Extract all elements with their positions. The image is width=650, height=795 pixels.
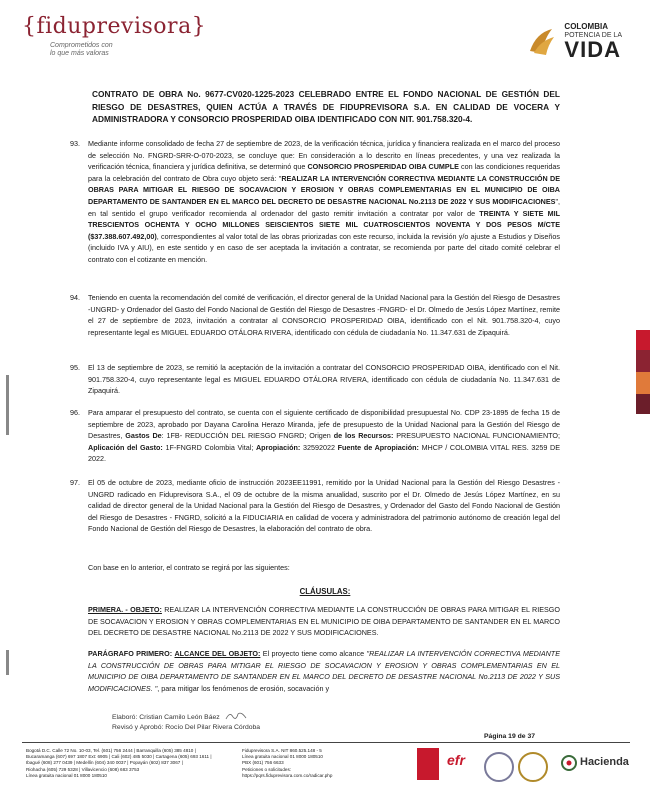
paragrafo-label: PARÁGRAFO PRIMERO: [88, 649, 173, 658]
p95-text: El 13 de septiembre de 2023, se remitió la aceptación de la invitación a contratar del CONSORCIO PROSPERIDAD OIBA, identificado con el Nit. 901.758.320-4, cuyo representante legal es MIGUEL EDUARDO OTÁLORA RIVERA, identificado con cédula de ciudadanía No. 11.347.631 de Zipaquirá. [88, 363, 560, 396]
paragrafo-primero [88, 648, 560, 694]
offices-line-1: Bogotá D.C. Calle 72 No. 10-03, Tel. (601) 756 2444 | Barranquilla (605) 385 4810 | [26, 748, 196, 753]
p93-text-4: , correspondientes al valor total de las obras priorizadas con este recurso, incluida la revisión y/o ajuste a Estudios y Diseños (incluido IVA y AIU), en este sentido y en caso de ser aceptada la invitación a contratar, se recomienda por parte del citado comité celebrar el contrato con el cotizante en mención. [88, 231, 560, 264]
paragraph-number: 94. [70, 293, 80, 302]
paragrafo-text-2: , para mitigar los fenómenos de erosión, socavación y [157, 683, 330, 693]
p94-text: Teniendo en cuenta la recomendación del comité de verificación, el director general de la Unidad Nacional para la Gestión del Riesgo de Desastres -UNGRD- y Ordenador del Gasto del Fondo Nacional de Gestión del Riesgo de Desastres -FNGRD- el Dr. Olmedo de Jesús López Martínez, remite el 27 de septiembre de 2023, invitación a contratar al CONSORCIO PROSPERIDAD OIBA, identificado con el Nit. 901.758.320-4, cuyo representante legal es MIGUEL EDUARDO OTÁLORA RIVERA, identificado con cédula de ciudadanía No. 11.347.631 de Zipaquirá. [88, 293, 560, 337]
paragraph-number: 95. [70, 363, 80, 372]
hacienda-emblem-icon [560, 754, 578, 772]
reviso-line: Revisó y Aprobó: Rocío Del Pilar Rivera Córdoba [112, 724, 261, 731]
p93-bold-1: CONSORCIO PROSPERIDAD OIBA CUMPLE [307, 162, 459, 172]
p96-text-4: 1F-FNGRD Colombia Vital; [162, 442, 256, 452]
paragrafo-text-1: El proyecto tiene como alcance [260, 649, 367, 658]
logo-tagline [50, 42, 206, 58]
paragraph-number: 97. [70, 478, 80, 487]
offices-line-3: Ibagué (608) 277 0439 | Medellín (604) 340 0037 | Popayán (602) 837 3067 | [26, 760, 183, 766]
colombia-vida-logo [526, 22, 622, 60]
contact-line-2: Línea gratuita nacional 01 8000 180510 [242, 754, 323, 760]
clause-primera [88, 604, 560, 639]
contact-line-4: Peticiones o solicitudes: [242, 766, 292, 772]
p96-bold-1: Gastos De [125, 431, 162, 441]
vida-line-1: COLOMBIA [564, 22, 608, 31]
logo-wordmark: {fiduprevisora} [22, 14, 207, 39]
footer-divider [22, 742, 630, 743]
edge-strip-orange [636, 372, 650, 394]
vida-line-2: POTENCIA DE LA [564, 32, 622, 39]
paragrafo-italic: "REALIZAR LA INTERVENCIÓN CORRECTIVA MEDIANTE LA CONSTRUCCIÓN DE OBRAS PARA MITIGAR EL RIESGO DE SOCAVACION Y EROSION Y OBRAS COMPLEMENTARIAS EN EL MUNICIPIO DE OIBA DEPARTAMENTO DE SANTANDER EN EL MARCO DEL DECRETO DE DESASTRE NACIONAL No.2113 DE 2022 Y SUS MODIFICACIONES. " [88, 649, 560, 693]
p96-bold-2: de los Recursos: [333, 431, 394, 441]
fiduprevisora-logo [22, 14, 206, 58]
p93-bold-3: TREINTA Y SIETE MIL TRESCIENTOS OCHENTA Y OCHO MILLONES SEISCIENTOS SIETE MIL CUATROSCIENTOS NOVENTA Y DOS PESOS M/CTE ($37.388.607.492,00) [88, 208, 560, 241]
alcance-label: ALCANCE DEL OBJETO: [174, 649, 261, 658]
left-margin-mark-2 [6, 650, 9, 675]
p96-text-1: Para amparar el presupuesto del contrato, se cuenta con el siguiente certificado de disponibilidad presupuestal No. CDP 23-1895 de fecha 15 de septiembre de 2023, aprobado por Dayana Carolina Herazo Miranda, jefe de presupuesto de la Unidad Nacional para la Gestión del Riesgo de Desastres, [88, 408, 560, 441]
offices-line-5: Línea gratuita nacional 01 8000 180510 [26, 772, 107, 778]
tagline-line-2: lo que más valoras [50, 50, 109, 57]
footer-offices [26, 748, 236, 779]
efr-logo: efr [447, 752, 465, 768]
clauses-intro: Con base en lo anterior, el contrato se regirá por las siguientes: [88, 563, 290, 572]
p93-text-1: Mediante informe consolidado de fecha 27 de septiembre de 2023, de la verificación técnica, jurídica y financiera realizada en el marco del proceso de selección No. FNGRD-SRR-O-070-2023, se concluye que: En consideración a lo descrito en líneas precedentes, y una vez realizada la verificación técnica, financiera y jurídica definitiva, se determinó que [88, 139, 560, 172]
edge-strip-maroon [636, 350, 650, 372]
contact-line-1: Fiduprevisora S.A. NIT 860.525.148 - 5 [242, 748, 322, 753]
elaboro-line: Elaboró: Cristian Camilo León Báez [112, 714, 220, 721]
vida-emblem-icon [526, 25, 558, 57]
p96-text-6: MHCP / COLOMBIA VITAL RES. 3259 DE 2022. [88, 442, 560, 464]
clause-primera-text: REALIZAR LA INTERVENCIÓN CORRECTIVA MEDIANTE LA CONSTRUCCIÓN DE OBRAS PARA MITIGAR EL RIESGO DE SOCAVACION Y EROSION Y OBRAS COMPLEMENTARIAS EN EL MUNICIPIO DE OIBA DEPARTAMENTO DE SANTANDER EN EL MARCO DEL DECRETO DE DESASTRE NACIONAL No.2113 DE 2022 Y SUS MODIFICACIONES. [88, 605, 560, 638]
p96-bold-5: Fuente de Apropiación: [337, 442, 419, 452]
vida-line-3: VIDA [564, 37, 621, 62]
footer-contact [242, 748, 392, 779]
p93-text-3: ", en tal sentido el grupo verificador recomienda al ordenador del gasto remitir invitación a contratar por valor de [88, 196, 560, 218]
p97-text: El 05 de octubre de 2023, mediante oficio de instrucción 2023EE11991, remitido por la Unidad Nacional para la Gestión del Riesgo Desastres - UNGRD radicado en Fiduprevisora S.A., el 09 de octubre de la misma anualidad, suscrito por el Dr. Olmedo de Jesús López Martínez, en su calidad de director general de la Unidad Nacional para la Gestión del Riesgo de Desastres, y Ordenador del Gasto del Fondo Nacional de Gestión del Riesgo de Desastres - FNGRD, solicitó a la FIDUCIARIA en calidad de vocera y administradora del patrimonio autónomo de creación legal del Fondo Nacional de Gestión del Riesgo de Desastres, la elaboración del contrato de obra. [88, 478, 560, 534]
paragraph-94 [70, 292, 560, 338]
initials-signature-icon [224, 710, 248, 722]
contact-line-5[interactable]: https://pqrs.fiduprevisora.com.co/radicar.php [242, 772, 333, 778]
p96-text-3: PRESUPUESTO NACIONAL FUNCIONAMIENTO; [393, 431, 560, 441]
offices-line-4: Riohacha (605) 729 5328 | Villavicencio (608) 683 3753 [26, 766, 140, 772]
paragraph-number: 96. [70, 408, 80, 417]
great-place-badge-icon [417, 748, 439, 780]
p96-text-5: 32592022 [300, 442, 338, 452]
p96-text-2: : 1FB- REDUCCIÓN DEL RIESGO FNGRD; Origen [161, 431, 334, 441]
paragraph-96 [70, 407, 560, 465]
coat-of-arms-icon [518, 752, 548, 782]
edge-strip-dark [636, 394, 650, 414]
certification-seal-icon [484, 752, 514, 782]
paragraph-number: 93. [70, 139, 80, 148]
edge-strip-red [636, 330, 650, 350]
p96-bold-3: Aplicación del Gasto: [88, 442, 163, 452]
contract-title: CONTRATO DE OBRA No. 9677-CV020-1225-2023 CELEBRADO ENTRE EL FONDO NACIONAL DE GESTIÓN DEL RIESGO DE DESASTRES, QUIEN ACTÚA A TRAVÉS DE FIDUPREVISORA S.A. EN CALIDAD DE VOCERA Y ADMINISTRADORA Y CONSORCIO PROSPERIDAD OIBA IDENTIFICADO CON NIT. 901.758.320-4. [92, 89, 560, 124]
p93-text-2: con las condiciones requeridas para la celebración del contrato de Obra cuyo objeto será: " [88, 162, 560, 183]
paragraph-97 [70, 477, 560, 535]
paragraph-93 [70, 138, 560, 266]
tagline-line-1: Comprometidos con [50, 42, 113, 49]
p93-bold-2: REALIZAR LA INTERVENCIÓN CORRECTIVA MEDIANTE LA CONSTRUCCIÓN DE OBRAS PARA MITIGAR EL RIESGO DE SOCAVACION Y EROSION Y OBRAS COMPLEMENTARIAS EN EL MUNICIPIO DE OIBA DEPARTAMENTO DE SANTANDER EN EL MARCO DEL DECRETO DE DESASTRE NACIONAL No.2113 DE 2022 Y SUS MODIFICACIONES [88, 173, 560, 206]
left-margin-mark [6, 375, 9, 435]
contact-line-3: PBX (601) 756 6633 [242, 760, 284, 766]
hacienda-logo: Hacienda [580, 756, 629, 768]
page-number: Página 19 de 37 [484, 733, 536, 740]
paragraph-95 [70, 362, 560, 397]
clauses-heading: CLÁUSULAS: [299, 587, 351, 596]
offices-line-2: Bucaramanga (607) 697 1807 Ext: 6905 | Cali (602) 485 5030 | Cartagena (605) 693 1611 | [26, 754, 212, 760]
p96-bold-4: Apropiación: [255, 442, 301, 452]
clause-primera-label: PRIMERA. - OBJETO: [88, 605, 162, 614]
